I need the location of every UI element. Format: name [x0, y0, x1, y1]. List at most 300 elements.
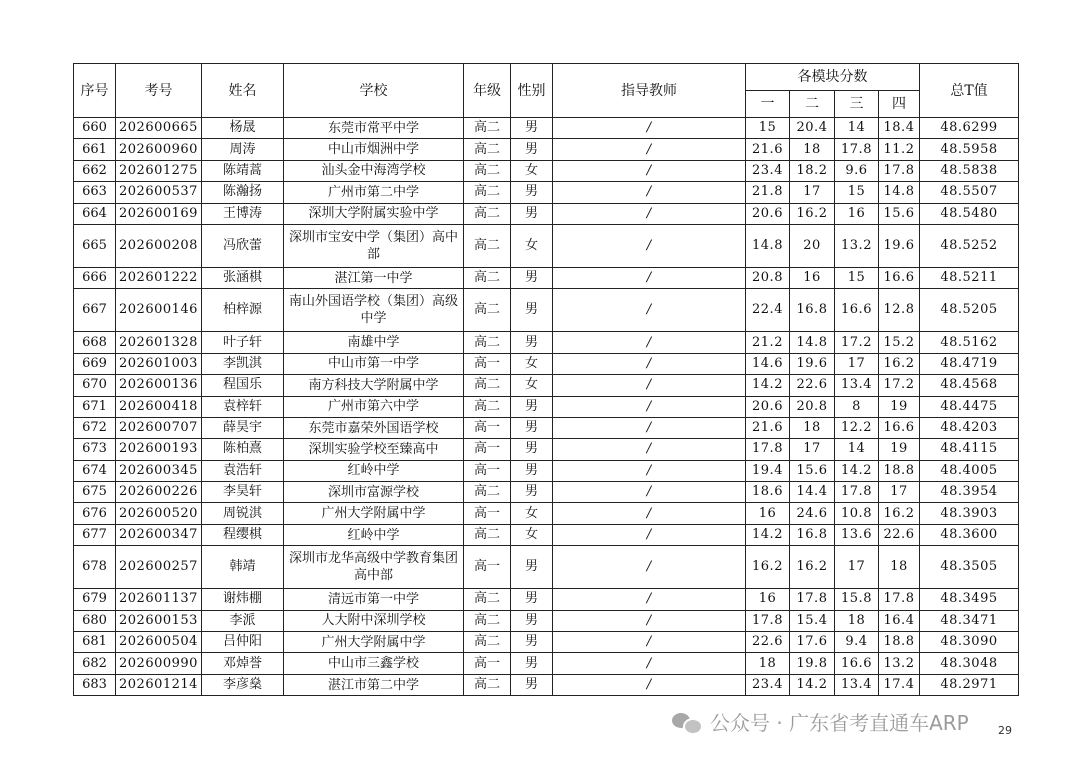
- cell-total: 48.5211: [920, 267, 1019, 288]
- cell-gender: 男: [511, 203, 553, 224]
- cell-total: 48.3505: [920, 546, 1019, 589]
- cell-module-1: 14.2: [746, 375, 790, 396]
- cell-gender: 女: [511, 224, 553, 267]
- cell-teacher: /: [553, 353, 746, 374]
- cell-seq: 682: [74, 653, 116, 674]
- cell-seq: 676: [74, 503, 116, 524]
- cell-name: 李彦燊: [202, 674, 284, 695]
- cell-exam-no: 202600960: [116, 139, 202, 160]
- cell-seq: 662: [74, 160, 116, 181]
- cell-module-4: 16.2: [879, 353, 920, 374]
- cell-module-3: 15.8: [835, 589, 879, 610]
- cell-seq: 672: [74, 417, 116, 438]
- cell-module-4: 17.2: [879, 375, 920, 396]
- cell-module-4: 15.2: [879, 332, 920, 353]
- score-table-container: [73, 63, 1018, 696]
- cell-seq: 671: [74, 396, 116, 417]
- cell-module-3: 13.6: [835, 524, 879, 545]
- cell-total: 48.5252: [920, 224, 1019, 267]
- cell-exam-no: 202601275: [116, 160, 202, 181]
- cell-name: 李昊轩: [202, 482, 284, 503]
- cell-gender: 男: [511, 139, 553, 160]
- cell-grade: 高二: [464, 589, 511, 610]
- cell-gender: 男: [511, 589, 553, 610]
- cell-seq: 668: [74, 332, 116, 353]
- cell-exam-no: 202600226: [116, 482, 202, 503]
- cell-grade: 高一: [464, 546, 511, 589]
- cell-module-1: 20.8: [746, 267, 790, 288]
- cell-total: 48.3495: [920, 589, 1019, 610]
- cell-module-1: 19.4: [746, 460, 790, 481]
- wechat-icon: [672, 711, 702, 733]
- cell-school: 东莞市嘉荣外国语学校: [284, 417, 464, 438]
- cell-module-1: 16: [746, 589, 790, 610]
- cell-gender: 男: [511, 332, 553, 353]
- cell-grade: 高二: [464, 267, 511, 288]
- cell-module-2: 16.2: [790, 546, 835, 589]
- watermark-text: 公众号 · 广东省考直通车ARP: [710, 711, 969, 735]
- cell-school: 深圳实验学校至臻高中: [284, 439, 464, 460]
- cell-exam-no: 202600257: [116, 546, 202, 589]
- cell-exam-no: 202600520: [116, 503, 202, 524]
- cell-grade: 高二: [464, 610, 511, 631]
- table-row: [74, 332, 1019, 353]
- table-row: [74, 182, 1019, 203]
- cell-module-2: 17: [790, 439, 835, 460]
- table-row: [74, 460, 1019, 481]
- cell-exam-no: 202600990: [116, 653, 202, 674]
- cell-grade: 高二: [464, 224, 511, 267]
- cell-grade: 高二: [464, 160, 511, 181]
- cell-seq: 663: [74, 182, 116, 203]
- cell-total: 48.3090: [920, 632, 1019, 653]
- cell-gender: 男: [511, 182, 553, 203]
- header-name: 姓名: [202, 64, 284, 118]
- cell-school: 中山市三鑫学校: [284, 653, 464, 674]
- cell-school: 南雄中学: [284, 332, 464, 353]
- cell-total: 48.4475: [920, 396, 1019, 417]
- table-row: [74, 439, 1019, 460]
- table-row: [74, 503, 1019, 524]
- cell-seq: 670: [74, 375, 116, 396]
- cell-gender: 男: [511, 632, 553, 653]
- cell-name: 袁浩轩: [202, 460, 284, 481]
- cell-seq: 683: [74, 674, 116, 695]
- cell-exam-no: 202600193: [116, 439, 202, 460]
- cell-total: 48.2971: [920, 674, 1019, 695]
- cell-module-1: 22.6: [746, 632, 790, 653]
- cell-module-2: 17.6: [790, 632, 835, 653]
- cell-module-4: 17: [879, 482, 920, 503]
- header-module-2: 二: [790, 91, 835, 118]
- cell-grade: 高二: [464, 396, 511, 417]
- cell-module-2: 15.6: [790, 460, 835, 481]
- cell-grade: 高一: [464, 417, 511, 438]
- cell-module-1: 21.8: [746, 182, 790, 203]
- cell-module-3: 13.4: [835, 674, 879, 695]
- cell-name: 陈瀚扬: [202, 182, 284, 203]
- header-modules: 各模块分数: [746, 64, 920, 91]
- cell-exam-no: 202600418: [116, 396, 202, 417]
- cell-teacher: /: [553, 546, 746, 589]
- cell-module-3: 8: [835, 396, 879, 417]
- cell-school: 深圳市宝安中学（集团）高中部: [284, 224, 464, 267]
- cell-grade: 高二: [464, 482, 511, 503]
- cell-grade: 高二: [464, 332, 511, 353]
- cell-seq: 667: [74, 289, 116, 332]
- cell-module-4: 16.4: [879, 610, 920, 631]
- cell-module-1: 16: [746, 503, 790, 524]
- cell-module-4: 17.8: [879, 589, 920, 610]
- cell-module-4: 15.6: [879, 203, 920, 224]
- cell-module-3: 14: [835, 439, 879, 460]
- cell-exam-no: 202600665: [116, 118, 202, 139]
- cell-total: 48.5507: [920, 182, 1019, 203]
- cell-teacher: /: [553, 524, 746, 545]
- cell-module-1: 18.6: [746, 482, 790, 503]
- cell-total: 48.4005: [920, 460, 1019, 481]
- cell-module-4: 12.8: [879, 289, 920, 332]
- table-row: [74, 375, 1019, 396]
- cell-seq: 675: [74, 482, 116, 503]
- cell-teacher: /: [553, 267, 746, 288]
- cell-module-2: 16.8: [790, 289, 835, 332]
- table-row: [74, 674, 1019, 695]
- cell-school: 广州市第六中学: [284, 396, 464, 417]
- cell-teacher: /: [553, 396, 746, 417]
- cell-total: 48.5205: [920, 289, 1019, 332]
- cell-module-2: 20: [790, 224, 835, 267]
- cell-total: 48.5480: [920, 203, 1019, 224]
- cell-gender: 男: [511, 289, 553, 332]
- cell-module-3: 9.4: [835, 632, 879, 653]
- cell-school: 人大附中深圳学校: [284, 610, 464, 631]
- cell-seq: 664: [74, 203, 116, 224]
- table-row: [74, 653, 1019, 674]
- cell-module-2: 24.6: [790, 503, 835, 524]
- cell-module-2: 22.6: [790, 375, 835, 396]
- cell-name: 邓焯誉: [202, 653, 284, 674]
- cell-teacher: /: [553, 182, 746, 203]
- cell-school: 南方科技大学附属中学: [284, 375, 464, 396]
- cell-gender: 男: [511, 482, 553, 503]
- cell-name: 李凯淇: [202, 353, 284, 374]
- table-row: [74, 396, 1019, 417]
- cell-total: 48.3048: [920, 653, 1019, 674]
- cell-grade: 高二: [464, 289, 511, 332]
- cell-grade: 高二: [464, 203, 511, 224]
- cell-seq: 677: [74, 524, 116, 545]
- cell-module-1: 17.8: [746, 610, 790, 631]
- table-row: [74, 589, 1019, 610]
- cell-school: 深圳市富源学校: [284, 482, 464, 503]
- cell-teacher: /: [553, 439, 746, 460]
- cell-gender: 女: [511, 503, 553, 524]
- cell-total: 48.5958: [920, 139, 1019, 160]
- cell-module-4: 14.8: [879, 182, 920, 203]
- cell-grade: 高二: [464, 674, 511, 695]
- cell-module-2: 15.4: [790, 610, 835, 631]
- cell-module-1: 23.4: [746, 674, 790, 695]
- cell-grade: 高二: [464, 118, 511, 139]
- cell-gender: 男: [511, 439, 553, 460]
- cell-gender: 女: [511, 524, 553, 545]
- cell-module-2: 18.2: [790, 160, 835, 181]
- cell-module-3: 17: [835, 546, 879, 589]
- table-row: [74, 267, 1019, 288]
- cell-school: 南山外国语学校（集团）高级中学: [284, 289, 464, 332]
- cell-module-3: 17: [835, 353, 879, 374]
- cell-name: 柏梓源: [202, 289, 284, 332]
- cell-exam-no: 202601214: [116, 674, 202, 695]
- cell-total: 48.3600: [920, 524, 1019, 545]
- cell-exam-no: 202600345: [116, 460, 202, 481]
- cell-teacher: /: [553, 460, 746, 481]
- cell-module-4: 19: [879, 396, 920, 417]
- cell-name: 张涵棋: [202, 267, 284, 288]
- cell-gender: 男: [511, 460, 553, 481]
- cell-school: 东莞市常平中学: [284, 118, 464, 139]
- header-gender: 性别: [511, 64, 553, 118]
- cell-grade: 高二: [464, 375, 511, 396]
- cell-module-2: 16.2: [790, 203, 835, 224]
- cell-school: 深圳大学附属实验中学: [284, 203, 464, 224]
- cell-seq: 666: [74, 267, 116, 288]
- cell-name: 冯欣蕾: [202, 224, 284, 267]
- table-row: [74, 224, 1019, 267]
- cell-name: 杨晟: [202, 118, 284, 139]
- cell-module-2: 14.2: [790, 674, 835, 695]
- cell-school: 红岭中学: [284, 524, 464, 545]
- cell-name: 陈柏熹: [202, 439, 284, 460]
- cell-teacher: /: [553, 139, 746, 160]
- cell-module-3: 16: [835, 203, 879, 224]
- cell-teacher: /: [553, 160, 746, 181]
- cell-module-1: 14.8: [746, 224, 790, 267]
- cell-module-4: 18.8: [879, 632, 920, 653]
- cell-name: 陈靖蒿: [202, 160, 284, 181]
- cell-name: 周涛: [202, 139, 284, 160]
- cell-school: 红岭中学: [284, 460, 464, 481]
- cell-name: 袁梓轩: [202, 396, 284, 417]
- cell-module-2: 18: [790, 417, 835, 438]
- cell-total: 48.3954: [920, 482, 1019, 503]
- cell-name: 李派: [202, 610, 284, 631]
- cell-module-1: 22.4: [746, 289, 790, 332]
- cell-gender: 男: [511, 610, 553, 631]
- cell-module-1: 14.2: [746, 524, 790, 545]
- cell-module-1: 17.8: [746, 439, 790, 460]
- cell-module-3: 17.8: [835, 139, 879, 160]
- cell-gender: 男: [511, 396, 553, 417]
- score-table: [73, 63, 1019, 696]
- cell-gender: 男: [511, 417, 553, 438]
- cell-total: 48.3471: [920, 610, 1019, 631]
- cell-teacher: /: [553, 332, 746, 353]
- cell-module-1: 18: [746, 653, 790, 674]
- cell-module-4: 16.6: [879, 417, 920, 438]
- cell-grade: 高一: [464, 353, 511, 374]
- header-teacher: 指导教师: [553, 64, 746, 118]
- cell-teacher: /: [553, 589, 746, 610]
- table-row: [74, 546, 1019, 589]
- cell-gender: 男: [511, 674, 553, 695]
- cell-seq: 680: [74, 610, 116, 631]
- cell-module-3: 9.6: [835, 160, 879, 181]
- cell-module-4: 13.2: [879, 653, 920, 674]
- cell-module-3: 17.2: [835, 332, 879, 353]
- cell-module-3: 12.2: [835, 417, 879, 438]
- cell-module-2: 14.8: [790, 332, 835, 353]
- table-row: [74, 353, 1019, 374]
- cell-module-3: 14.2: [835, 460, 879, 481]
- cell-exam-no: 202601328: [116, 332, 202, 353]
- cell-module-2: 20.4: [790, 118, 835, 139]
- cell-teacher: /: [553, 632, 746, 653]
- table-row: [74, 417, 1019, 438]
- cell-module-4: 18: [879, 546, 920, 589]
- cell-teacher: /: [553, 375, 746, 396]
- cell-exam-no: 202600169: [116, 203, 202, 224]
- table-header: [74, 64, 1019, 118]
- table-row: [74, 482, 1019, 503]
- table-row: [74, 610, 1019, 631]
- cell-module-3: 16.6: [835, 289, 879, 332]
- cell-school: 广州市第二中学: [284, 182, 464, 203]
- cell-module-2: 16.8: [790, 524, 835, 545]
- cell-school: 中山市烟洲中学: [284, 139, 464, 160]
- header-grade: 年级: [464, 64, 511, 118]
- cell-gender: 女: [511, 160, 553, 181]
- cell-exam-no: 202600208: [116, 224, 202, 267]
- cell-module-4: 22.6: [879, 524, 920, 545]
- cell-name: 程缨棋: [202, 524, 284, 545]
- cell-teacher: /: [553, 653, 746, 674]
- cell-module-1: 23.4: [746, 160, 790, 181]
- cell-module-2: 18: [790, 139, 835, 160]
- cell-seq: 661: [74, 139, 116, 160]
- header-school: 学校: [284, 64, 464, 118]
- cell-gender: 男: [511, 653, 553, 674]
- cell-school: 清远市第一中学: [284, 589, 464, 610]
- cell-name: 吕仲阳: [202, 632, 284, 653]
- table-body: [74, 118, 1019, 696]
- table-row: [74, 203, 1019, 224]
- cell-teacher: /: [553, 503, 746, 524]
- header-module-3: 三: [835, 91, 879, 118]
- cell-module-3: 13.2: [835, 224, 879, 267]
- cell-exam-no: 202601137: [116, 589, 202, 610]
- cell-name: 谢炜棚: [202, 589, 284, 610]
- cell-module-2: 20.8: [790, 396, 835, 417]
- cell-teacher: /: [553, 203, 746, 224]
- cell-school: 深圳市龙华高级中学教育集团高中部: [284, 546, 464, 589]
- cell-teacher: /: [553, 224, 746, 267]
- cell-grade: 高二: [464, 182, 511, 203]
- cell-module-2: 17: [790, 182, 835, 203]
- table-row: [74, 160, 1019, 181]
- cell-module-4: 16.6: [879, 267, 920, 288]
- cell-name: 周锐淇: [202, 503, 284, 524]
- cell-school: 中山市第一中学: [284, 353, 464, 374]
- cell-module-1: 21.6: [746, 139, 790, 160]
- cell-seq: 679: [74, 589, 116, 610]
- cell-grade: 高二: [464, 632, 511, 653]
- cell-module-3: 17.8: [835, 482, 879, 503]
- cell-seq: 660: [74, 118, 116, 139]
- cell-grade: 高一: [464, 503, 511, 524]
- cell-exam-no: 202600153: [116, 610, 202, 631]
- header-module-4: 四: [879, 91, 920, 118]
- cell-module-1: 20.6: [746, 396, 790, 417]
- cell-name: 韩靖: [202, 546, 284, 589]
- cell-exam-no: 202600537: [116, 182, 202, 203]
- cell-teacher: /: [553, 674, 746, 695]
- cell-module-4: 16.2: [879, 503, 920, 524]
- cell-total: 48.5162: [920, 332, 1019, 353]
- cell-seq: 673: [74, 439, 116, 460]
- header-total: 总T值: [920, 64, 1019, 118]
- cell-seq: 678: [74, 546, 116, 589]
- cell-module-4: 18.8: [879, 460, 920, 481]
- table-row: [74, 118, 1019, 139]
- cell-module-3: 18: [835, 610, 879, 631]
- cell-school: 广州大学附属中学: [284, 632, 464, 653]
- cell-module-1: 21.6: [746, 417, 790, 438]
- cell-teacher: /: [553, 289, 746, 332]
- cell-module-4: 11.2: [879, 139, 920, 160]
- cell-exam-no: 202600347: [116, 524, 202, 545]
- cell-module-2: 19.8: [790, 653, 835, 674]
- cell-teacher: /: [553, 417, 746, 438]
- cell-seq: 681: [74, 632, 116, 653]
- header-exam-no: 考号: [116, 64, 202, 118]
- cell-name: 程国乐: [202, 375, 284, 396]
- cell-module-1: 15: [746, 118, 790, 139]
- cell-teacher: /: [553, 610, 746, 631]
- header-seq: 序号: [74, 64, 116, 118]
- cell-module-2: 14.4: [790, 482, 835, 503]
- cell-module-3: 16.6: [835, 653, 879, 674]
- cell-seq: 669: [74, 353, 116, 374]
- cell-grade: 高二: [464, 524, 511, 545]
- cell-gender: 女: [511, 353, 553, 374]
- cell-exam-no: 202600504: [116, 632, 202, 653]
- cell-grade: 高一: [464, 653, 511, 674]
- cell-module-1: 20.6: [746, 203, 790, 224]
- cell-teacher: /: [553, 482, 746, 503]
- cell-gender: 女: [511, 375, 553, 396]
- cell-total: 48.4115: [920, 439, 1019, 460]
- cell-total: 48.4203: [920, 417, 1019, 438]
- cell-school: 湛江市第二中学: [284, 674, 464, 695]
- cell-module-1: 21.2: [746, 332, 790, 353]
- cell-total: 48.4719: [920, 353, 1019, 374]
- watermark: [672, 707, 969, 736]
- cell-gender: 男: [511, 118, 553, 139]
- cell-module-2: 16: [790, 267, 835, 288]
- table-row: [74, 524, 1019, 545]
- cell-exam-no: 202600707: [116, 417, 202, 438]
- cell-seq: 665: [74, 224, 116, 267]
- cell-exam-no: 202601222: [116, 267, 202, 288]
- cell-school: 湛江第一中学: [284, 267, 464, 288]
- cell-gender: 男: [511, 546, 553, 589]
- cell-school: 广州大学附属中学: [284, 503, 464, 524]
- cell-module-3: 10.8: [835, 503, 879, 524]
- cell-total: 48.5838: [920, 160, 1019, 181]
- cell-module-4: 19: [879, 439, 920, 460]
